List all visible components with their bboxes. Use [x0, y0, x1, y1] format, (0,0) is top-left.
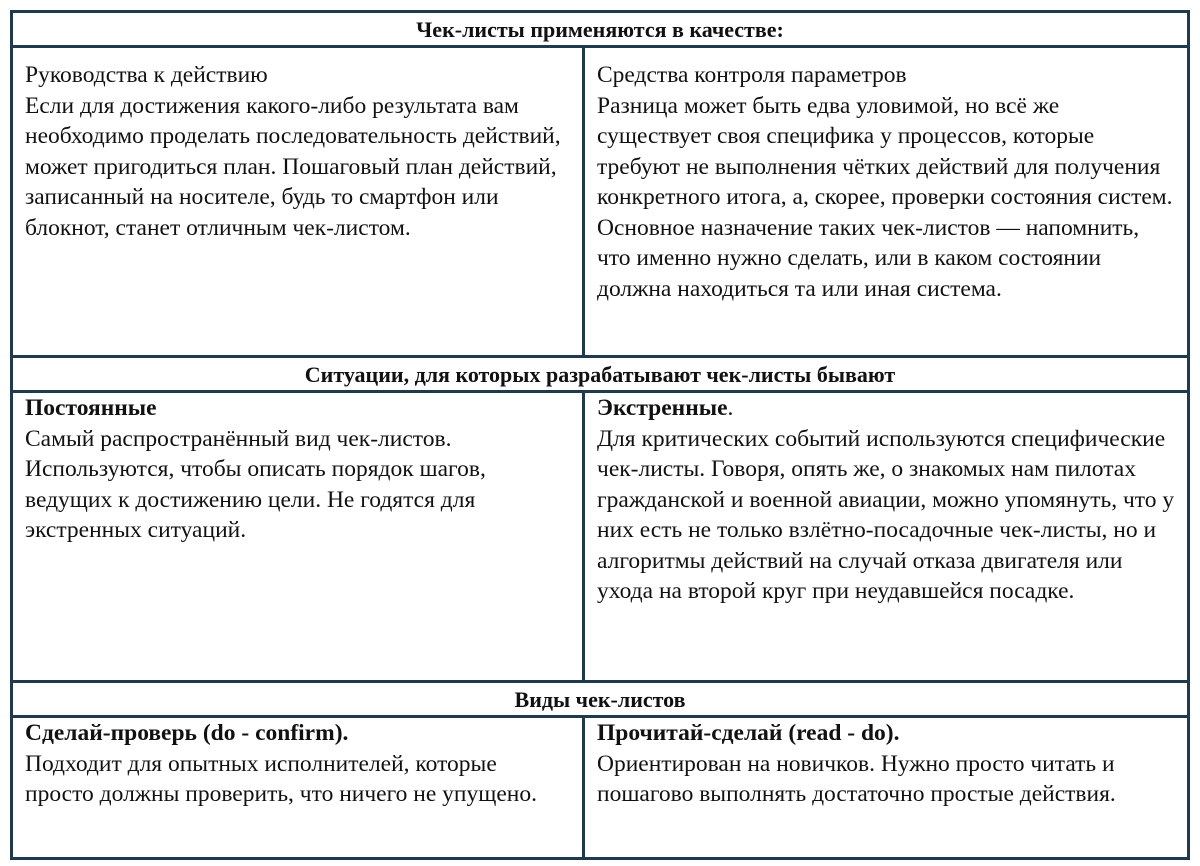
- cell-emergency-title: Экстренные: [597, 395, 728, 421]
- cell-action-guide: [13, 48, 585, 358]
- cell-action-guide-body: Если для достижения какого-либо результата вам необходимо проделать последовательность действий, может пригодиться план. Пошаговый план действий, записанный на носителе, будь то смартфон или блокнот, станет отличным чек-листом.: [25, 92, 561, 241]
- section-header-types-text: Виды чек-листов: [514, 686, 686, 712]
- section-header-situations: [13, 358, 1187, 393]
- section-header-usage-text: Чек-листы применяются в качестве:: [416, 16, 784, 42]
- cell-do-confirm-body: Подходит для опытных исполнителей, которые просто должны проверить, что ничего не упущено.: [25, 750, 537, 807]
- cell-parameter-control-title: Средства контроля параметров: [597, 62, 907, 88]
- cell-read-do-title: Прочитай-сделай (read - do).: [597, 720, 900, 746]
- cell-emergency-body: Для критических событий используются специфические чек-листы. Говоря, опять же, о знакомых нам пилотах гражданской и военной авиации, можно упомянуть, что у них есть не только взлётно-посадочные чек-листы, но и алгоритмы действий на случай отказа двигателя или ухода на второй круг при неудавшейся посадке.: [597, 425, 1175, 604]
- cell-parameter-control-body: Разница может быть едва уловимой, но всё же существует своя специфика у процессов, которые требуют не выполнения чётких действий для получения конкретного итога, а, скорее, проверки состояния систем.: [597, 92, 1173, 210]
- cell-parameter-control-body2: Основное назначение таких чек-листов — напомнить, что именно нужно сделать, или в каком состоянии должна находиться та или иная система.: [597, 214, 1140, 302]
- checklist-table: [10, 10, 1190, 860]
- cell-permanent-title: Постоянные: [25, 395, 157, 421]
- cell-emergency: [585, 393, 1187, 683]
- cell-do-confirm: [13, 718, 585, 857]
- cell-read-do: [585, 718, 1187, 857]
- cell-emergency-title-suffix: .: [727, 395, 734, 421]
- cell-read-do-body: Ориентирован на новичков. Нужно просто читать и пошагово выполнять достаточно простые действия.: [597, 750, 1116, 807]
- cell-do-confirm-title: Сделай-проверь (do - confirm).: [25, 720, 349, 746]
- section-header-situations-text: Ситуации, для которых разрабатывают чек-листы бывают: [304, 361, 896, 387]
- section-header-usage: [13, 13, 1187, 48]
- cell-permanent-body: Самый распространённый вид чек-листов. Используются, чтобы описать порядок шагов, ведущих к достижению цели. Не годятся для экстренных ситуаций.: [25, 425, 486, 543]
- cell-parameter-control: [585, 48, 1187, 358]
- section-header-types: [13, 683, 1187, 718]
- cell-emergency-title-line: [597, 393, 1175, 424]
- cell-action-guide-title: Руководства к действию: [25, 62, 268, 88]
- cell-permanent: [13, 393, 585, 683]
